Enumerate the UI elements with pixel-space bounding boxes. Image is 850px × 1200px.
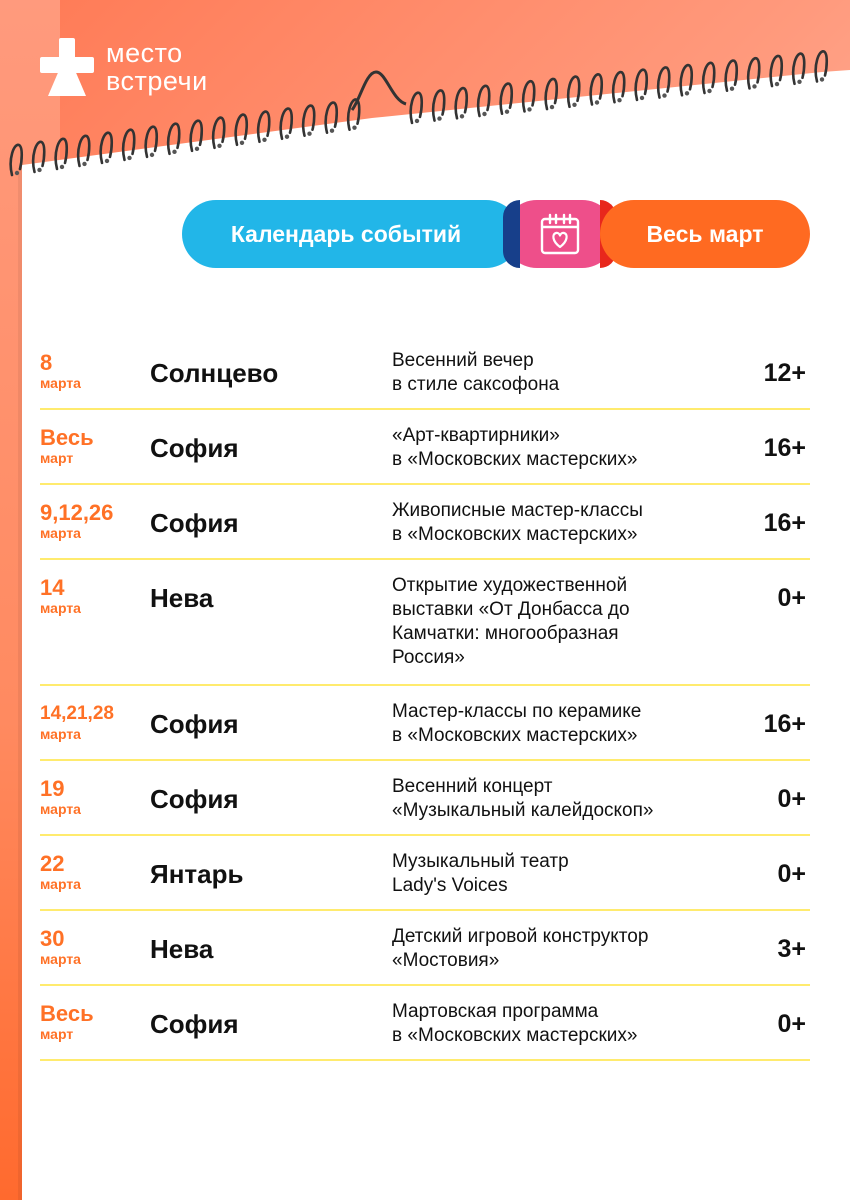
event-title-line: Весенний вечер	[392, 350, 534, 371]
event-row	[40, 836, 810, 911]
spiral-coil	[433, 90, 444, 120]
event-date-value: 14,21,28	[40, 703, 114, 724]
event-date-month: март	[40, 1026, 74, 1042]
spiral-coil	[146, 127, 157, 157]
event-title-line: Мартовская программа	[392, 1001, 599, 1022]
event-age-rating: 12+	[763, 359, 806, 387]
event-date	[40, 501, 140, 541]
spiral-hole	[730, 86, 734, 90]
event-venue: Янтарь	[150, 859, 244, 889]
spiral-hole	[82, 162, 86, 166]
event-date	[40, 351, 140, 391]
spiral-hole	[37, 168, 41, 172]
event-date-value: 14	[40, 575, 65, 600]
spiral-coil	[703, 63, 714, 93]
event-title	[392, 424, 732, 472]
event-row	[40, 335, 810, 410]
brand-line-1: место	[106, 38, 183, 68]
event-date-value: 19	[40, 776, 65, 801]
event-title	[392, 574, 732, 670]
spiral-coil	[123, 130, 134, 160]
event-age-rating: 0+	[777, 1010, 806, 1038]
event-title-line: Мастер-классы по керамике	[392, 701, 642, 722]
event-date	[40, 852, 140, 892]
spiral-hole	[617, 98, 621, 102]
spiral-coil	[101, 133, 112, 163]
spiral-coil	[348, 100, 359, 130]
event-date-month: марта	[40, 876, 81, 892]
event-title	[392, 700, 732, 748]
event-venue: София	[150, 433, 239, 463]
month-label-pill	[600, 200, 810, 268]
event-title-line: Открытие художественной	[392, 575, 628, 596]
spiral-coil	[771, 56, 782, 86]
event-row	[40, 686, 810, 761]
spiral-coil	[636, 70, 647, 100]
event-date-value: 22	[40, 851, 65, 876]
spiral-coil	[748, 58, 759, 88]
event-venue: София	[150, 784, 239, 814]
spiral-coil	[546, 79, 557, 109]
event-row	[40, 761, 810, 836]
spiral-coil	[213, 118, 224, 148]
event-age-rating: 0+	[777, 860, 806, 888]
event-age-rating: 0+	[777, 584, 806, 612]
event-venue: Нева	[150, 583, 214, 613]
spiral-coil	[258, 112, 269, 142]
spiral-hole	[285, 135, 289, 139]
spiral-hole	[640, 96, 644, 100]
event-row	[40, 410, 810, 485]
event-title-line: в стиле саксофона	[392, 374, 560, 395]
spiral-coil	[78, 136, 89, 166]
spiral-coil	[281, 109, 292, 139]
event-title-line: Lady's Voices	[392, 875, 508, 896]
spiral-hole	[60, 165, 64, 169]
spiral-coil	[411, 93, 422, 123]
spiral-coil	[56, 139, 67, 169]
spiral-coil	[11, 145, 22, 175]
event-row	[40, 911, 810, 986]
spiral-hole	[352, 125, 356, 129]
event-row	[40, 986, 810, 1061]
event-date-month: март	[40, 450, 74, 466]
spiral-hole	[460, 114, 464, 118]
event-venue: София	[150, 709, 239, 739]
event-title-line: Камчатки: многообразная	[392, 623, 619, 644]
spiral-hole	[482, 112, 486, 116]
spiral-coil	[613, 72, 624, 102]
event-title-line: «Музыкальный калейдоскоп»	[392, 800, 654, 821]
spiral-hole	[505, 109, 509, 113]
spiral-coil	[681, 65, 692, 95]
event-title-line: в «Московских мастерских»	[392, 725, 638, 746]
event-title-line: выставки «От Донбасса до	[392, 599, 630, 620]
spiral-hole	[262, 138, 266, 142]
calendar-label-pill	[182, 200, 520, 268]
event-date-value: 8	[40, 350, 53, 375]
spiral-coil	[236, 115, 247, 145]
event-title-line: в «Московских мастерских»	[392, 524, 638, 545]
event-date-month: марта	[40, 600, 81, 616]
event-title-line: Весенний концерт	[392, 776, 553, 797]
event-title	[392, 499, 732, 547]
event-venue: София	[150, 508, 239, 538]
event-title-line: «Мостовия»	[392, 950, 500, 971]
spiral-hole	[172, 150, 176, 154]
event-title-line: Музыкальный театр	[392, 851, 569, 872]
event-date-month: марта	[40, 525, 81, 541]
event-venue: Солнцево	[150, 358, 279, 388]
spiral-hole	[662, 93, 666, 97]
event-title	[392, 775, 732, 823]
month-label: Весь март	[646, 220, 764, 247]
spiral-coil	[726, 61, 737, 91]
spiral-hole	[240, 141, 244, 145]
spiral-coil	[523, 81, 534, 111]
spiral-hole	[150, 153, 154, 157]
event-age-rating: 16+	[763, 710, 806, 738]
spiral-hole	[685, 91, 689, 95]
spiral-hole	[127, 156, 131, 160]
event-date	[40, 702, 140, 742]
event-date-value: Весь	[40, 1001, 94, 1026]
calendar-heart-icon	[540, 213, 580, 255]
spiral-coil	[33, 142, 44, 172]
event-date-month: марта	[40, 726, 81, 742]
event-title-line: Живописные мастер-классы	[392, 500, 643, 521]
event-date-month: марта	[40, 951, 81, 967]
event-age-rating: 0+	[777, 785, 806, 813]
spiral-coil	[478, 86, 489, 116]
spiral-hole	[15, 171, 19, 175]
spiral-hole	[217, 144, 221, 148]
spiral-coil	[568, 77, 579, 107]
brand-line-2: встречи	[106, 66, 208, 96]
event-title	[392, 925, 732, 973]
spiral-hole	[820, 77, 824, 81]
event-title	[392, 349, 732, 397]
pill-overlap-left	[503, 200, 520, 268]
event-title	[392, 1000, 732, 1048]
spiral-coil	[816, 51, 827, 81]
event-title	[392, 850, 732, 898]
event-venue: Нева	[150, 934, 214, 964]
spiral-hole	[527, 107, 531, 111]
event-title-line: в «Московских мастерских»	[392, 449, 638, 470]
spiral-hole	[307, 132, 311, 136]
spiral-coil	[501, 84, 512, 114]
event-date-value: 9,12,26	[40, 500, 114, 525]
spiral-hole	[775, 82, 779, 86]
calendar-spiral-binding	[0, 0, 850, 200]
spiral-hole	[707, 89, 711, 93]
event-title-line: Россия»	[392, 647, 465, 668]
spiral-coil	[168, 124, 179, 154]
spiral-coil	[793, 54, 804, 84]
event-row	[40, 560, 810, 686]
calendar-label: Календарь событий	[230, 220, 462, 247]
spiral-hole	[437, 116, 441, 120]
spiral-hole	[195, 147, 199, 151]
spiral-coil	[456, 88, 467, 118]
spiral-coil	[191, 121, 202, 151]
events-table	[40, 335, 810, 1061]
spiral-hole	[330, 129, 334, 133]
event-age-rating: 3+	[777, 935, 806, 963]
spiral-coil	[303, 106, 314, 136]
event-title-line: «Арт-квартирники»	[392, 425, 560, 446]
event-age-rating: 16+	[763, 509, 806, 537]
event-date	[40, 1002, 140, 1042]
event-date-value: Весь	[40, 425, 94, 450]
spiral-coil	[326, 103, 337, 133]
spiral-hole	[797, 80, 801, 84]
event-date	[40, 426, 140, 466]
spiral-hole	[752, 84, 756, 88]
event-title-line: Детский игровой конструктор	[392, 926, 649, 947]
spiral-hole	[415, 119, 419, 123]
event-venue: София	[150, 1009, 239, 1039]
event-title-line: в «Московских мастерских»	[392, 1025, 638, 1046]
spiral-hole	[550, 105, 554, 109]
event-date	[40, 927, 140, 967]
spiral-hole	[572, 103, 576, 107]
event-row	[40, 485, 810, 560]
event-date	[40, 576, 140, 616]
spiral-coil	[591, 74, 602, 104]
spiral-hole	[105, 159, 109, 163]
event-date-month: марта	[40, 801, 81, 817]
event-age-rating: 16+	[763, 434, 806, 462]
event-date	[40, 777, 140, 817]
spiral-coil	[658, 67, 669, 97]
event-date-month: марта	[40, 375, 81, 391]
spiral-hole	[595, 100, 599, 104]
event-date-value: 30	[40, 926, 65, 951]
